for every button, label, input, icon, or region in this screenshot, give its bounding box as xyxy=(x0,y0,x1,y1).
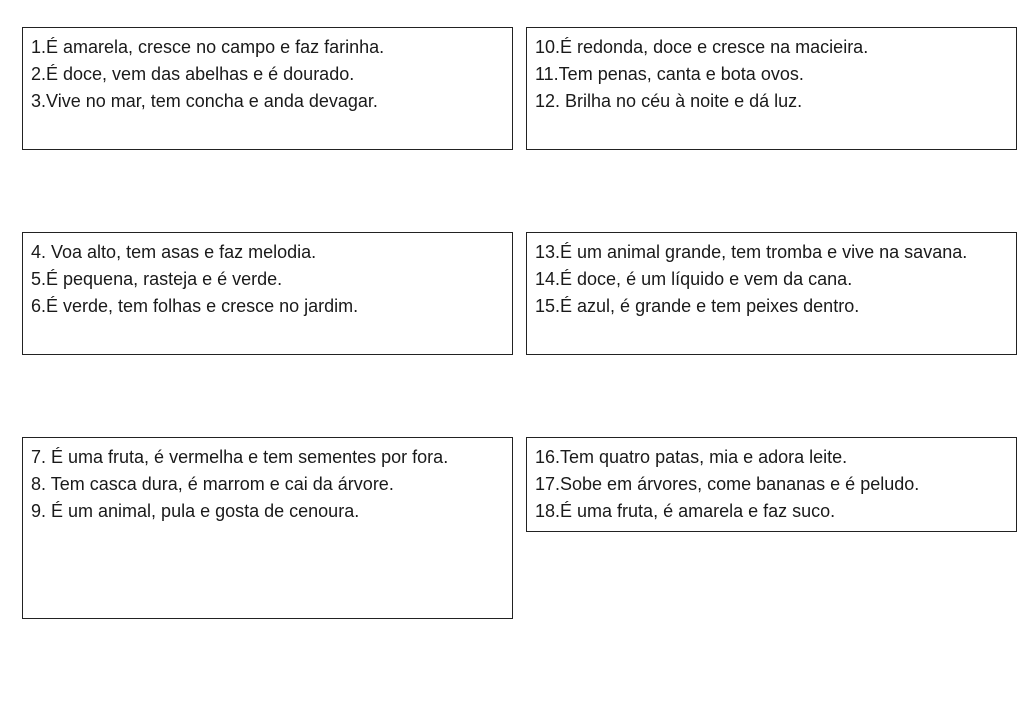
riddle-13: 13.É um animal grande, tem tromba e vive na savana. xyxy=(535,242,968,262)
riddle-box-10-12 xyxy=(526,27,1017,150)
riddle-18: 18.É uma fruta, é amarela e faz suco. xyxy=(535,501,836,521)
riddle-8: 8. Tem casca dura, é marrom e cai da árvore. xyxy=(31,474,394,494)
riddle-4: 4. Voa alto, tem asas e faz melodia. xyxy=(31,242,317,262)
riddle-box-16-18 xyxy=(526,437,1017,532)
riddle-7: 7. É uma fruta, é vermelha e tem sementes por fora. xyxy=(31,447,449,467)
riddle-2: 2.É doce, vem das abelhas e é dourado. xyxy=(31,64,355,84)
riddle-box-1-3 xyxy=(22,27,513,150)
riddle-1: 1.É amarela, cresce no campo e faz farinha. xyxy=(31,37,385,57)
riddle-16: 16.Tem quatro patas, mia e adora leite. xyxy=(535,447,848,467)
riddle-12: 12. Brilha no céu à noite e dá luz. xyxy=(535,91,803,111)
riddle-14: 14.É doce, é um líquido e vem da cana. xyxy=(535,269,853,289)
riddle-box-13-15 xyxy=(526,232,1017,355)
riddle-15: 15.É azul, é grande e tem peixes dentro. xyxy=(535,296,860,316)
riddle-17: 17.Sobe em árvores, come bananas e é peludo. xyxy=(535,474,920,494)
riddle-10: 10.É redonda, doce e cresce na macieira. xyxy=(535,37,869,57)
riddle-11: 11.Tem penas, canta e bota ovos. xyxy=(535,64,804,84)
riddle-5: 5.É pequena, rasteja e é verde. xyxy=(31,269,283,289)
riddle-9: 9. É um animal, pula e gosta de cenoura. xyxy=(31,501,360,521)
riddle-6: 6.É verde, tem folhas e cresce no jardim. xyxy=(31,296,359,316)
riddle-box-7-9 xyxy=(22,437,513,619)
riddle-box-4-6 xyxy=(22,232,513,355)
riddle-3: 3.Vive no mar, tem concha e anda devagar. xyxy=(31,91,378,111)
